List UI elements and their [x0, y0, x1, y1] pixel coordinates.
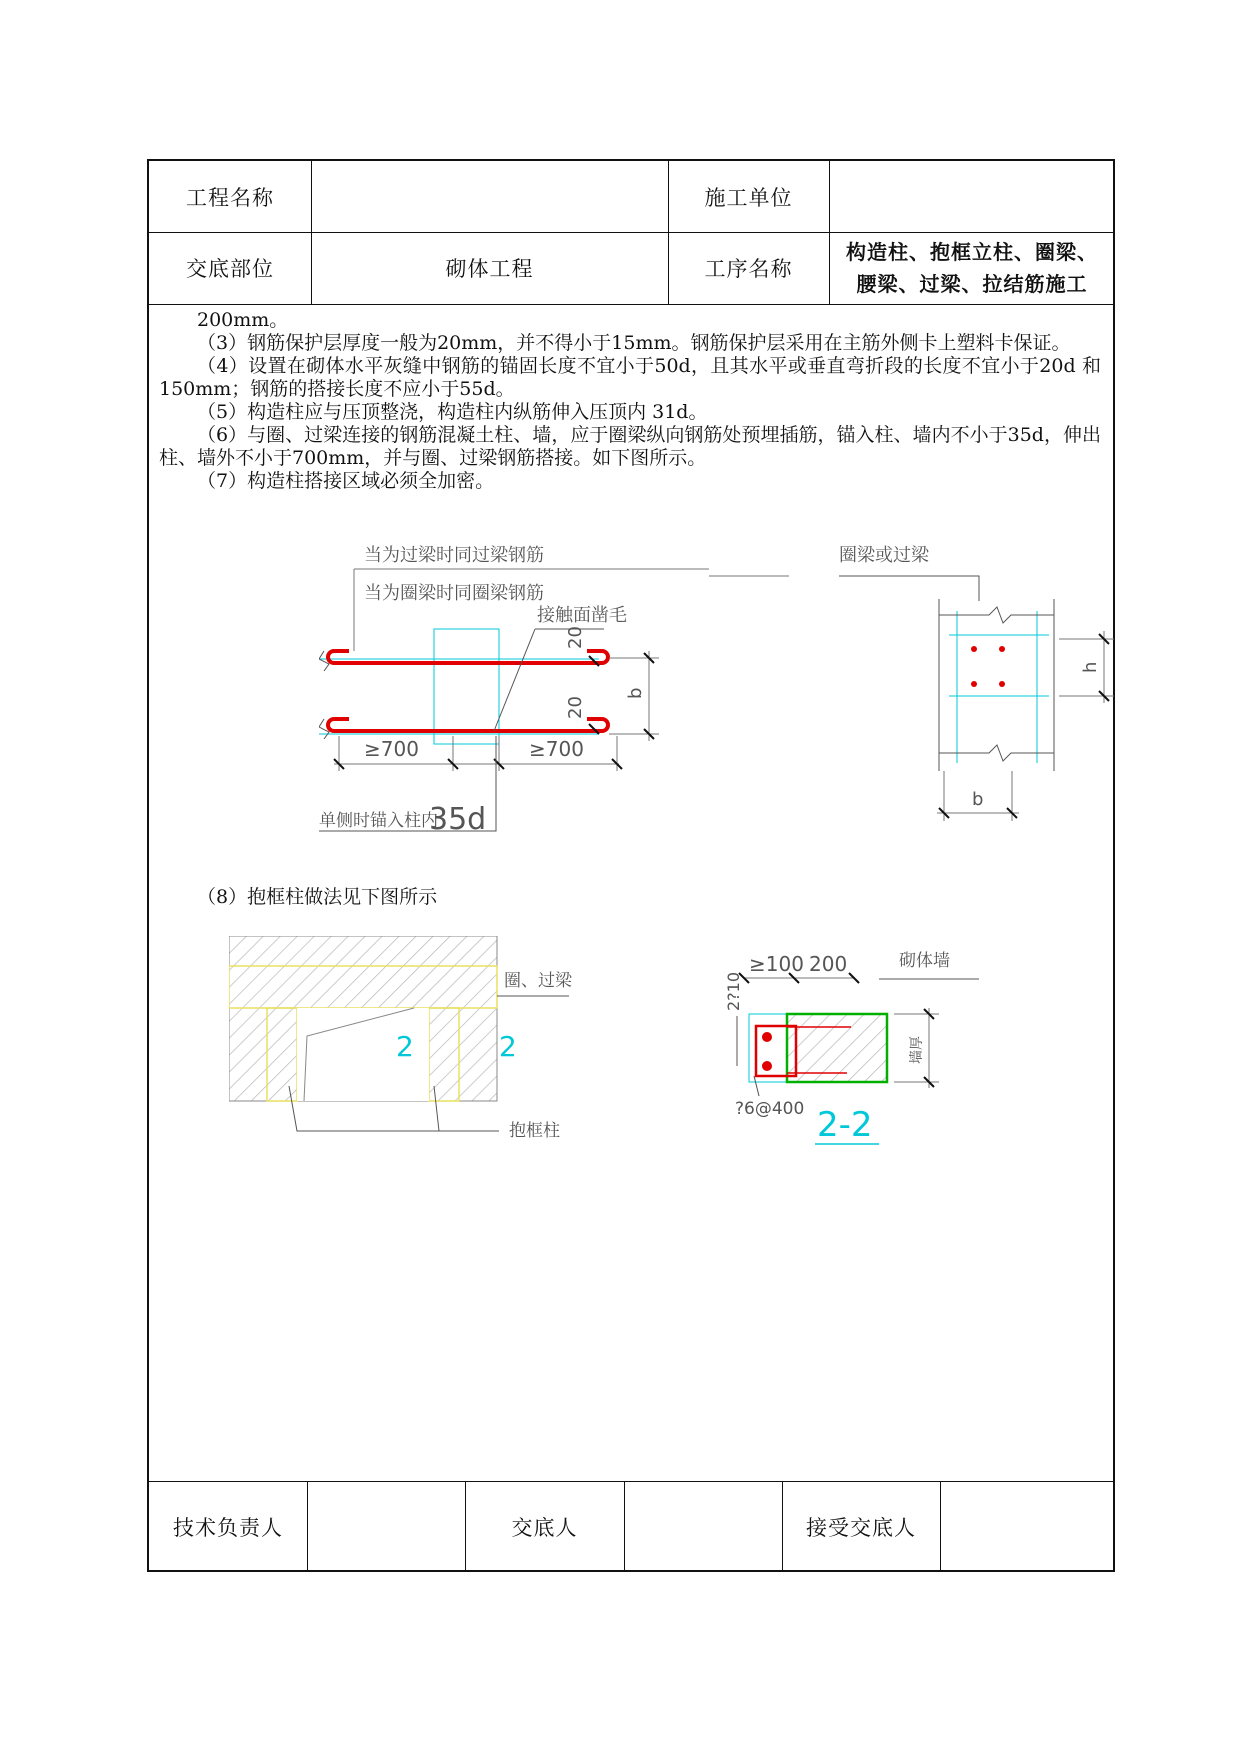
project-name-value[interactable] [311, 161, 668, 232]
label-contact-surface: 接触面凿毛 [537, 605, 627, 626]
contractor-value[interactable] [829, 161, 1115, 232]
label-lintel-rebar: 当为过梁时同过梁钢筋 [364, 545, 544, 566]
label-stirrup: ?6@400 [735, 1099, 805, 1119]
dim-200: 200 [809, 952, 848, 976]
row-divider [149, 304, 1113, 305]
project-name-label: 工程名称 [186, 185, 274, 210]
presenter-label: 交底人 [511, 1515, 578, 1540]
paragraph-5: （5）构造柱应与压顶整浇，构造柱内纵筋伸入压顶内 31d。 [197, 401, 708, 423]
process-value-line2: 腰梁、过梁、拉结筋施工 [856, 272, 1088, 296]
paragraph-continuation: 200mm。 [197, 309, 289, 331]
receiver-signature[interactable] [940, 1481, 1115, 1572]
process-value [829, 232, 1115, 304]
tech-lead-label: 技术负责人 [173, 1515, 283, 1540]
dim-b-bottom: b [972, 789, 984, 810]
section-title: 2-2 [817, 1105, 873, 1145]
label-wall-thickness: 墙厚 [909, 1036, 925, 1064]
disclosure-content [159, 309, 1101, 493]
figure-frame-column-detail [229, 936, 1109, 1156]
dim-b-vertical: b [625, 687, 646, 699]
dim-700-left: ≥700 [364, 737, 419, 761]
dim-700-right: ≥700 [529, 737, 584, 761]
label-wall: 砌体墙 [899, 951, 950, 971]
receiver-label: 接受交底人 [806, 1515, 916, 1540]
label-rebar: 2?10 [724, 971, 743, 1011]
paragraph-3: （3）钢筋保护层厚度一般为20mm，并不得小于15mm。钢筋保护层采用在主筋外侧卡上塑料卡保证。 [197, 332, 1071, 354]
label-column: 抱框柱 [509, 1121, 560, 1141]
location-value: 砌体工程 [445, 257, 534, 281]
contractor-label: 施工单位 [704, 185, 793, 210]
paragraph-4: （4）设置在砌体水平灰缝中钢筋的锚固长度不宜小于50d，且其水平或垂直弯折段的长度不宜小于20d 和150mm；钢筋的搭接长度不应小于55d。 [159, 355, 1101, 400]
label-35d: 35d [429, 802, 487, 837]
label-ringbeam-rebar: 当为圈梁时同圈梁钢筋 [364, 583, 544, 604]
section-mark-right: 2 [499, 1030, 517, 1063]
label-anchor: 单侧时锚入柱内 [319, 811, 438, 831]
figure-rebar-splice-detail [319, 531, 1119, 851]
disclosure-form [147, 159, 1115, 1572]
dim-h: h [1080, 661, 1101, 673]
section-mark-left: 2 [396, 1030, 414, 1063]
paragraph-7: （7）构造柱搭接区域必须全加密。 [197, 470, 495, 492]
process-value-line1: 构造柱、抱框立柱、圈梁、 [846, 240, 1098, 264]
dim-cover-bottom: 20 [565, 696, 586, 719]
tech-lead-signature[interactable] [307, 1481, 465, 1572]
paragraph-6: （6）与圈、过梁连接的钢筋混凝土柱、墙，应于圈梁纵向钢筋处预埋插筋，锚入柱、墙内不小于35d，伸出柱、墙外不小于700mm，并与圈、过梁钢筋搭接。如下图所示。 [159, 424, 1101, 469]
location-label: 交底部位 [186, 257, 274, 281]
paragraph-8: （8）抱框柱做法见下图所示 [197, 886, 438, 908]
dim-100: ≥100 [749, 952, 804, 976]
label-beam: 圈、过梁 [504, 971, 572, 991]
label-ringbeam-or-lintel: 圈梁或过梁 [839, 545, 929, 566]
process-label: 工序名称 [704, 257, 793, 281]
dim-cover-top: 20 [565, 626, 586, 649]
presenter-signature[interactable] [624, 1481, 782, 1572]
